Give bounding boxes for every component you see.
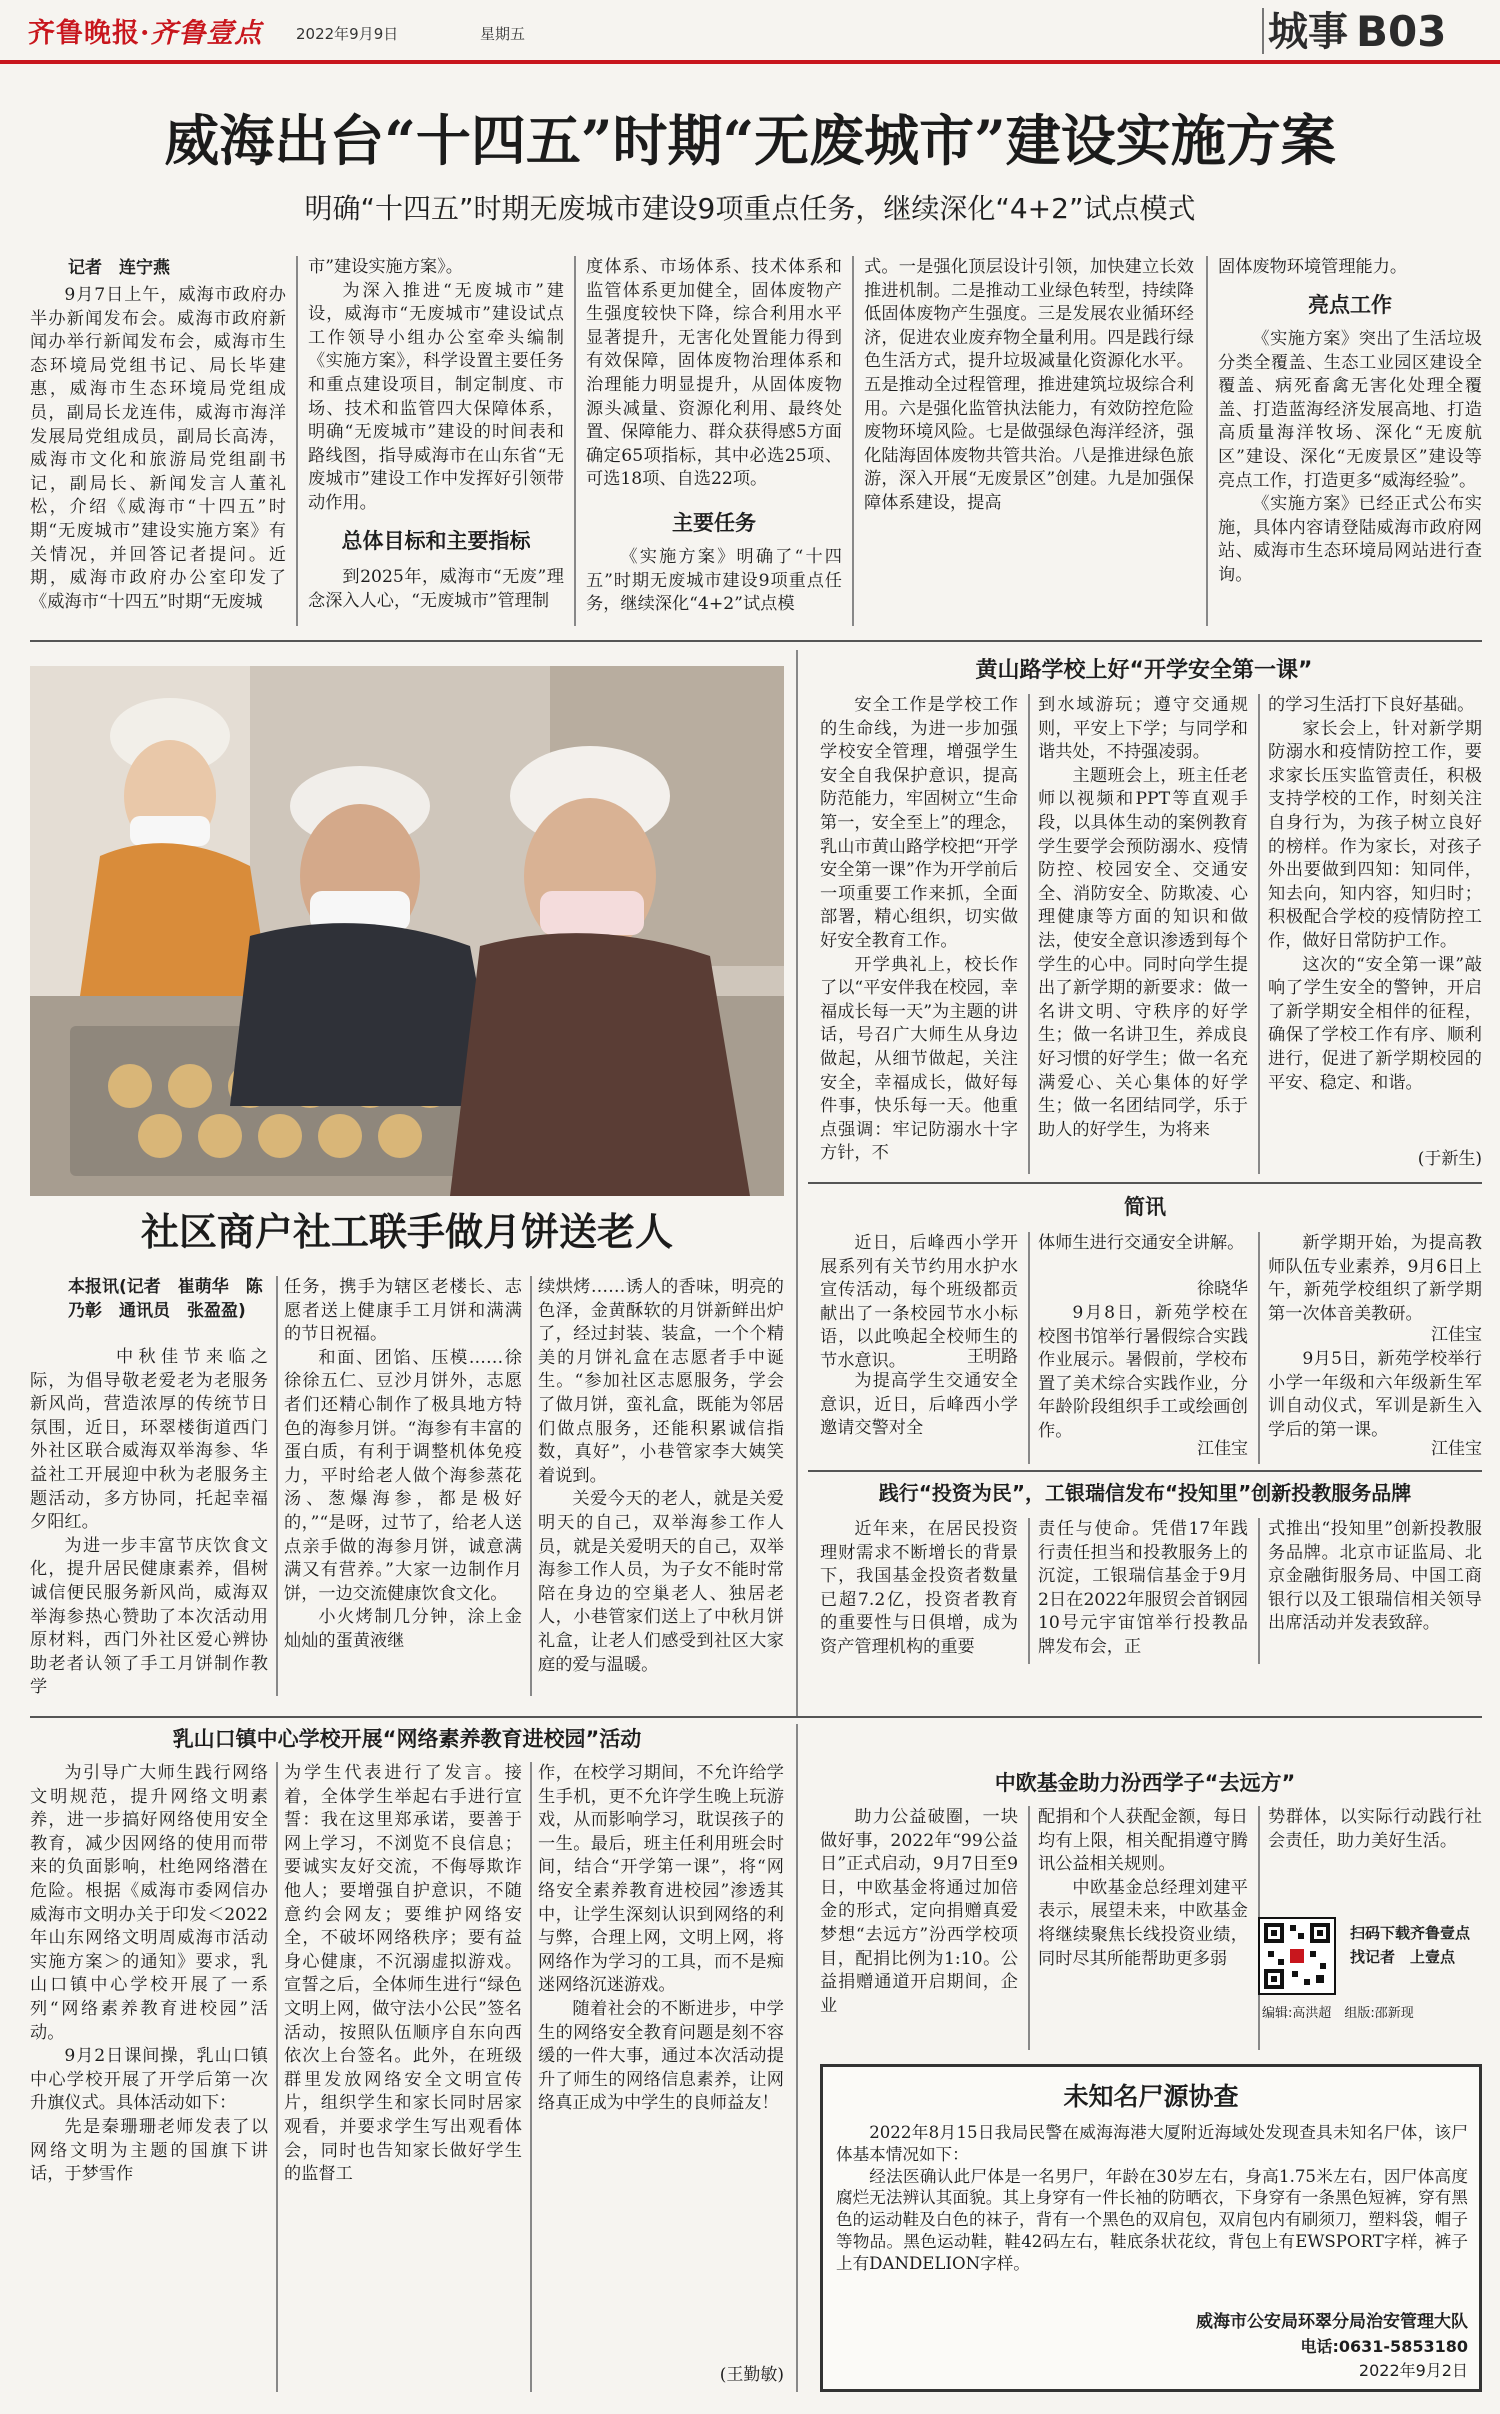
- main-col-5b: [1218, 328, 1482, 626]
- paragraph: 中欧基金总经理刘建平表示，展望未来，中欧基金将继续聚焦长线投资业绩，同时尽其所能帮助更多弱: [1038, 1877, 1248, 1969]
- qr-caption: 扫码下载齐鲁壹点: [1350, 1924, 1471, 1942]
- paragraph: 为引导广大师生践行网络文明规范，提升网络文明素养，进一步搞好网络使用安全教育，减少因网络的使用而带来的负面影响，杜绝网络潜在危险。根据《威海市委网信办威海市文明办关于印发＜2022年山东网络文明周威海市活动实施方案＞的通知》要求，乳山口镇中心学校开展了一系列“网络素养教育进校园”活动。: [30, 1763, 268, 2043]
- heading-goals: 总体目标和主要指标: [341, 529, 531, 553]
- photo-illustration: [30, 666, 784, 1196]
- qr-caption-2: 找记者 上壹点: [1350, 1948, 1456, 1966]
- network-author: (王勤敏): [719, 2365, 784, 2385]
- section-rule: [808, 1470, 1482, 1472]
- paragraph: 经法医确认此尸体是一名男尸，年龄在30岁左右，身高1.75米左右，因尸体高度腐烂无法辨认其面貌。其上身穿有一件长袖的防晒衣，下身穿有一条黑色短裤，穿有黑色的运动鞋及白色的袜子，背有一个黑色的双肩包，双肩包内有刷须刀，塑料袋，帽子等物品。黑色运动鞋，鞋42码左右，鞋底条状花纹，背包上有EWSPORT字样，裤子上有DANDELION字样。: [836, 2166, 1468, 2273]
- brief-author: 江佳宝: [1431, 1439, 1482, 1459]
- mooncake-col-1: [30, 1346, 268, 1698]
- invest-col-3: [1268, 1518, 1482, 1664]
- paragraph: 为提高学生交通安全意识，近日，后峰西小学邀请交警对全: [820, 1371, 1018, 1439]
- mooncake-col-2: [284, 1276, 522, 1696]
- network-headline: 乳山口镇中心学校开展“网络素养教育进校园”活动: [172, 1727, 642, 1751]
- main-subtitle: 明确“十四五”时期无废城市建设9项重点任务，继续深化“4+2”试点模式: [304, 192, 1196, 225]
- column-divider: [296, 256, 298, 626]
- column-divider: [1258, 1518, 1260, 1664]
- paragraph: 这次的“安全第一课”敲响了学生安全的警钟，开启了新学期安全相伴的征程，确保了学校工作有序、顺利进行，促进了新学期校园的平安、稳定、和谐。: [1268, 954, 1482, 1093]
- paragraph: 9月7日上午，威海市政府办半办新闻发布会。威海市政府新闻办举行新闻发布会，威海市生态环境局党组书记、局长毕建惠，威海市生态环境局党组成员，副局长龙连伟，威海市海洋发展局党组成员，副局长高涛，威海市文化和旅游局党组副书记，副局长、新闻发言人董礼松，介绍《威海市“十四五”时期“无废城市”建设实施方案》有关情况，并回答记者提问。近期，威海市政府办公室印发了《威海市“十四五”时期“无废城: [30, 285, 286, 612]
- safety-col-2: [1038, 694, 1248, 1174]
- brief-col-3: [1268, 1232, 1482, 1326]
- main-col-3b: [586, 546, 842, 626]
- charity-col-1: [820, 1806, 1018, 2050]
- paragraph: 势群体，以实际行动践行社会责任，助力美好生活。: [1268, 1807, 1482, 1851]
- main-col-1: [30, 284, 286, 624]
- paragraph: 为学生代表进行了发言。接着，全体学生举起右手进行宣誓：我在这里郑承诺，要善于网上学习，不浏览不良信息；要诚实友好交流，不侮辱欺诈他人；要增强自护意识，不随意约会网友；要维护网络安全，不破坏网络秩序；要有益身心健康，不沉溺虚拟游戏。宣誓之后，全体师生进行“绿色文明上网，做守法小公民”签名活动，按照队伍顺序自东向西依次上台签名。此外，在班级群里发放网络安全文明宣传片，组织学生和家长同时居家观看，并要求学生写出观看体会，同时也告知家长做好学生的监督工: [284, 1763, 522, 2185]
- safety-headline: 黄山路学校上好“开学安全第一课”: [975, 658, 1313, 683]
- paragraph: 续烘烤……诱人的香味，明亮的色泽，金黄酥软的月饼新鲜出炉了，经过封装、装盒，一个个精美的月饼礼盒在志愿者手中诞生。“参加社区志愿服务，学会了做月饼，蛮礼盒，既能为邻居们做点服务，还能积累诚信指数，真好”，小巷管家李大姨笑着说到。: [538, 1277, 784, 1486]
- column-divider: [1028, 1806, 1030, 2050]
- paragraph: 助力公益破圈，一块做好事，2022年“99公益日”正式启动，9月7日至9日，中欧基金将通过加倍金的形式，定向捐赠真爱梦想“去远方”汾西学校项目，配捐比例为1:10。公益捐赠通道开启期间，企业: [820, 1807, 1018, 2016]
- section-name: 城事: [1268, 9, 1348, 55]
- paragraph: 关爱今天的老人，就是关爱明天的自己，双举海参工作人员，就是关爱明天的自己，双举海参工作人员，为子女不能时常陪在身边的空巢老人、独居老人，小巷管家们送上了中秋月饼礼盒，让老人们感受到社区大家庭的爱与温暖。: [538, 1489, 784, 1675]
- paragraph: 2022年8月15日我局民警在威海海港大厦附近海域处发现查具未知名尸体，该尸体基本情况如下：: [836, 2123, 1468, 2164]
- paragraph: 体师生进行交通安全讲解。: [1038, 1233, 1245, 1253]
- paragraph: 为进一步丰富节庆饮食文化，提升居民健康素养，倡树诚信便民服务新风尚，威海双举海参热心赞助了本次活动用原材料，西门外社区爱心辨协助老者认领了手工月饼制作教学: [30, 1535, 268, 1698]
- column-divider: [1028, 694, 1030, 1174]
- paragraph: 安全工作是学校工作的生命线，为进一步加强学校安全管理，增强学生安全自我保护意识，提高防范能力，牢固树立“生命第一，安全至上”的理念，乳山市黄山路学校把“开学安全第一课”作为开学前后一项重要工作来抓，全面部署，精心组织，切实做好安全教育工作。: [820, 695, 1018, 951]
- column-divider: [796, 1724, 798, 2392]
- paragraph: 和面、团馅、压模……徐徐徐五仁、豆沙月饼外，志愿者们还精心制作了极具地方特色的海参月饼。“海参有丰富的蛋白质，有利于调整机体免疫力，平时给老人做个海参蒸花汤、葱爆海参，都是极好的，”“是呀，过节了，给老人送点亲手做的海参月饼，诚意满满又有营养。”大家一边制作月饼，一边交流健康饮食文化。: [284, 1347, 522, 1604]
- paragraph: 式。一是强化顶层设计引领，加快建立长效推进机制。二是推动工业绿色转型，持续降低固体废物产生强度。三是发展农业循环经济，促进农业废弃物全量利用。四是践行绿色生活方式，提升垃圾减量化资源化水平。五是推动全过程管理，推进建筑垃圾综合利用。六是强化监管执法能力，有效防控危险废物环境风险。七是做强绿色海洋经济，强化陆海固体废物共管共治。八是推进绿色旅游，深入开展“无废景区”创建。九是加强保障体系建设，提高: [864, 257, 1194, 513]
- column-divider: [1258, 1232, 1260, 1464]
- main-byline: 记者 连宁燕: [68, 258, 170, 278]
- paragraph: 近日，后峰西小学开展系列有关节约用水护水宣传活动，每个班级都贡献出了一条校园节水小标语，以此唤起全校师生的节水意识。: [820, 1233, 1018, 1371]
- column-divider: [852, 256, 854, 626]
- mooncake-headline: 社区商户社工联手做月饼送老人: [140, 1209, 673, 1254]
- network-col-1: [30, 1762, 268, 2388]
- paragraph: 9月8日，新苑学校在校图书馆举行暑假综合实践作业展示。暑假前，学校布置了美术综合实践作业，分年龄阶段组织手工或绘画创作。: [1038, 1303, 1248, 1441]
- paragraph: 式推出“投知里”创新投教服务品牌。北京市证监局、北京金融街服务局、中国工商银行以及工银瑞信相关领导出席活动并发表致辞。: [1268, 1519, 1482, 1634]
- brief-author: 王明路: [967, 1347, 1018, 1367]
- paragraph: 度体系、市场体系、技术体系和监管体系更加健全，固体废物产生强度较快下降，综合利用水平显著提升，无害化处置能力得到有效保障，固体废物治理体系和治理能力明显提升，从固体废物源头减量、资源化利用、最终处置、保障能力、群众获得感5方面确定65项指标，其中必选25项、可选18项、自选22项。: [586, 257, 842, 490]
- paragraph: 中秋佳节来临之际，为倡导敬老爱老为老服务新风尚，营造浓厚的传统节日氛围，近日，环翠楼街道西门外社区联合威海双举海参、华益社工开展迎中秋为老服务主题活动，多方协同，托起幸福夕阳红。: [30, 1347, 268, 1533]
- column-divider: [1206, 256, 1208, 626]
- paragraph: 责任与使命。凭借17年践行责任担当和投教服务上的沉淀，工银瑞信基金于9月2日在2022年服贸会首钢园10号元宇宙馆举行投教品牌发布会，正: [1038, 1519, 1248, 1657]
- brief-col-3b: [1268, 1348, 1482, 1440]
- main-col-2b: [308, 566, 564, 626]
- paragraph: 小火烤制几分钟，涂上金灿灿的蛋黄液继: [284, 1607, 522, 1651]
- section-rule: [30, 640, 1482, 642]
- notice-body: [836, 2122, 1468, 2302]
- paragraph: 新学期开始，为提高教师队伍专业素养，9月6日上午，新苑学校组织了新学期第一次体音美教研。: [1268, 1233, 1482, 1324]
- brief-author: 江佳宝: [1431, 1325, 1482, 1345]
- column-divider: [574, 256, 576, 626]
- mooncake-col-3: [538, 1276, 784, 1696]
- column-divider: [1028, 1232, 1030, 1464]
- mooncake-byline: 本报讯(记者 崔萌华 陈乃彰 通讯员 张盈盈): [68, 1277, 263, 1321]
- main-col-5: [1218, 256, 1482, 282]
- paragraph: 为深入推进“无废城市”建设，威海市“无废城市”建设试点工作领导小组办公室牵头编制《实施方案》，科学设置主要任务和重点建设项目，制定制度、市场、技术和监管四大保障体系，明确“无废城市”建设的时间表和路线图，指导威海市在山东省“无废城市”建设工作中发挥好引领带动作用。: [308, 280, 564, 513]
- editor-credit: 编辑:高洪超 组版:邵新现: [1262, 2006, 1414, 2021]
- page-number: B03: [1356, 7, 1447, 56]
- news-photo: [30, 666, 784, 1196]
- paragraph: 固体废物环境管理能力。: [1218, 257, 1408, 277]
- charity-col-3: [1268, 1806, 1482, 1906]
- column-divider: [796, 650, 798, 1716]
- invest-col-2: [1038, 1518, 1248, 1664]
- main-col-2: [308, 256, 564, 518]
- notice-headline: 未知名尸源协查: [1063, 2082, 1239, 2111]
- paragraph: 作，在校学习期间，不允许给学生手机，更不允许学生晚上玩游戏，从而影响学习，耽误孩子的一生。最后，班主任利用班会时间，结合“开学第一课”，将“网络安全素养教育进校园”渗透其中，让学生深刻认识到网络的利与弊，合理上网，文明上网，将网络作为学习的工具，而不是痴迷网络沉迷游戏。: [538, 1763, 784, 1996]
- paragraph: 《实施方案》明确了“十四五”时期无废城市建设9项重点任务，继续深化“4+2”试点模: [586, 547, 842, 615]
- invest-col-1: [820, 1518, 1018, 1664]
- paragraph: 的学习生活打下良好基础。: [1268, 695, 1475, 715]
- main-col-3: [586, 256, 842, 496]
- notice-org: 威海市公安局环翠分局治安管理大队: [1196, 2312, 1468, 2332]
- paragraph: 到2025年，威海市“无废”理念深入人心，“无废城市”管理制: [308, 567, 564, 611]
- paragraph: 到水域游玩；遵守交通规则，平安上下学；与同学和谐共处，不持强凌弱。: [1038, 695, 1248, 763]
- column-divider: [1028, 1518, 1030, 1664]
- safety-col-3: [1268, 694, 1482, 1148]
- paragraph: 先是秦珊珊老师发表了以网络文明为主题的国旗下讲话，于梦雪作: [30, 2116, 268, 2185]
- paragraph: 《实施方案》突出了生活垃圾分类全覆盖、生态工业园区建设全覆盖、病死畜禽无害化处理全覆盖、打造蓝海经济发展高地、打造高质量海洋牧场、深化“无废航区”建设、深化“无废景区”建设等亮点工作，打造更多“威海经验”。: [1218, 329, 1482, 491]
- network-col-3: [538, 1762, 784, 2362]
- brief-col-1b: [820, 1370, 1018, 1462]
- paragraph: 家长会上，针对新学期防溺水和疫情防控工作，要求家长压实监管责任，积极支持学校的工作，时刻关注自身行为，为孩子树立良好的榜样。作为家长，对孩子外出要做到四知：知同伴，知去向，知内容，知归时；积极配合学校的疫情防控工作，做好日常防护工作。: [1268, 718, 1482, 951]
- heading-highlights: 亮点工作: [1308, 293, 1392, 317]
- paragraph: 随着社会的不断进步，中学生的网络安全教育问题是刻不容缓的一件大事，通过本次活动提升了师生的网络信息素养，让网络真正成为中学生的良师益友！: [538, 1998, 784, 2114]
- column-divider: [1258, 694, 1260, 1174]
- brief-col-2b: [1038, 1302, 1248, 1440]
- brief-headline: 简讯: [1124, 1195, 1166, 1219]
- paragraph: 市”建设实施方案》。: [308, 257, 463, 277]
- column-divider: [530, 1762, 532, 2392]
- brief-col-2: [1038, 1232, 1248, 1280]
- safety-author: (于新生): [1417, 1149, 1482, 1169]
- header-rule: [0, 60, 1500, 64]
- column-divider: [276, 1762, 278, 2392]
- paragraph: 9月5日，新苑学校举行小学一年级和六年级新生军训自动仪式，军训是新生入学后的第一课。: [1268, 1349, 1482, 1440]
- charity-headline: 中欧基金助力汾西学子“去远方”: [994, 1771, 1296, 1795]
- issue-weekday: 星期五: [480, 25, 526, 43]
- qr-code-icon: [1260, 1919, 1334, 1993]
- heading-tasks: 主要任务: [672, 511, 756, 535]
- paragraph: 9月2日课间操，乳山口镇中心学校开展了开学后第一次升旗仪式。具体活动如下：: [30, 2046, 268, 2114]
- safety-col-1: [820, 694, 1018, 1174]
- section-rule: [808, 1182, 1482, 1184]
- section-rule: [30, 1716, 1482, 1718]
- paragraph: 配捐和个人获配金额，每日均有上限，相关配捐遵守腾讯公益相关规则。: [1038, 1807, 1248, 1875]
- notice-date: 2022年9月2日: [1358, 2361, 1468, 2380]
- newspaper-logo: 齐鲁晚报·齐鲁壹点: [28, 18, 263, 49]
- network-col-2: [284, 1762, 522, 2388]
- invest-headline: 践行“投资为民”，工银瑞信发布“投知里”创新投教服务品牌: [878, 1481, 1412, 1505]
- column-divider: [530, 1276, 532, 1696]
- paragraph: 近年来，在居民投资理财需求不断增长的背景下，我国基金投资者数量已超7.2亿，投资者教育的重要性与日俱增，成为资产管理机构的重要: [820, 1519, 1018, 1657]
- paragraph: 《实施方案》已经正式公布实施，具体内容请登陆威海市政府网站、威海市生态环境局网站进行查询。: [1218, 494, 1482, 585]
- column-divider: [276, 1276, 278, 1696]
- brief-author: 江佳宝: [1197, 1439, 1248, 1459]
- paragraph: 任务，携手为辖区老楼长、志愿者送上健康手工月饼和满满的节日祝福。: [284, 1277, 522, 1345]
- issue-date: 2022年9月9日: [296, 25, 399, 43]
- charity-col-2: [1038, 1806, 1248, 2050]
- paragraph: 开学典礼上，校长作了以“平安伴我在校园，幸福成长每一天”为主题的讲话，号召广大师生从身边做起，从细节做起，关注安全，幸福成长，做好每件事，快乐每一天。他重点强调：牢记防溺水十字方针，不: [820, 954, 1018, 1164]
- notice-phone: 电话:0631-5853180: [1300, 2337, 1468, 2356]
- paragraph: 主题班会上，班主任老师以视频和PPT等直观手段，以具体生动的案例教育学生要学会预防溺水、疫情防控、校园安全、交通安全、消防安全、防欺凌、心理健康等方面的知识和做法，使安全意识渗透到每个学生的心中。同时向学生提出了新学期的新要求：做一名讲文明、守秩序的好学生；做一名讲卫生，养成良好习惯的好学生；做一名充满爱心、关心集体的好学生；做一名团结同学，乐于助人的好学生，为将来: [1038, 765, 1248, 1140]
- main-headline: 威海出台“十四五”时期“无废城市”建设实施方案: [164, 108, 1336, 173]
- qr-code[interactable]: [1258, 1917, 1336, 1995]
- main-col-4: [864, 256, 1194, 626]
- brief-author: 徐晓华: [1197, 1279, 1248, 1299]
- header-divider: [1262, 8, 1264, 54]
